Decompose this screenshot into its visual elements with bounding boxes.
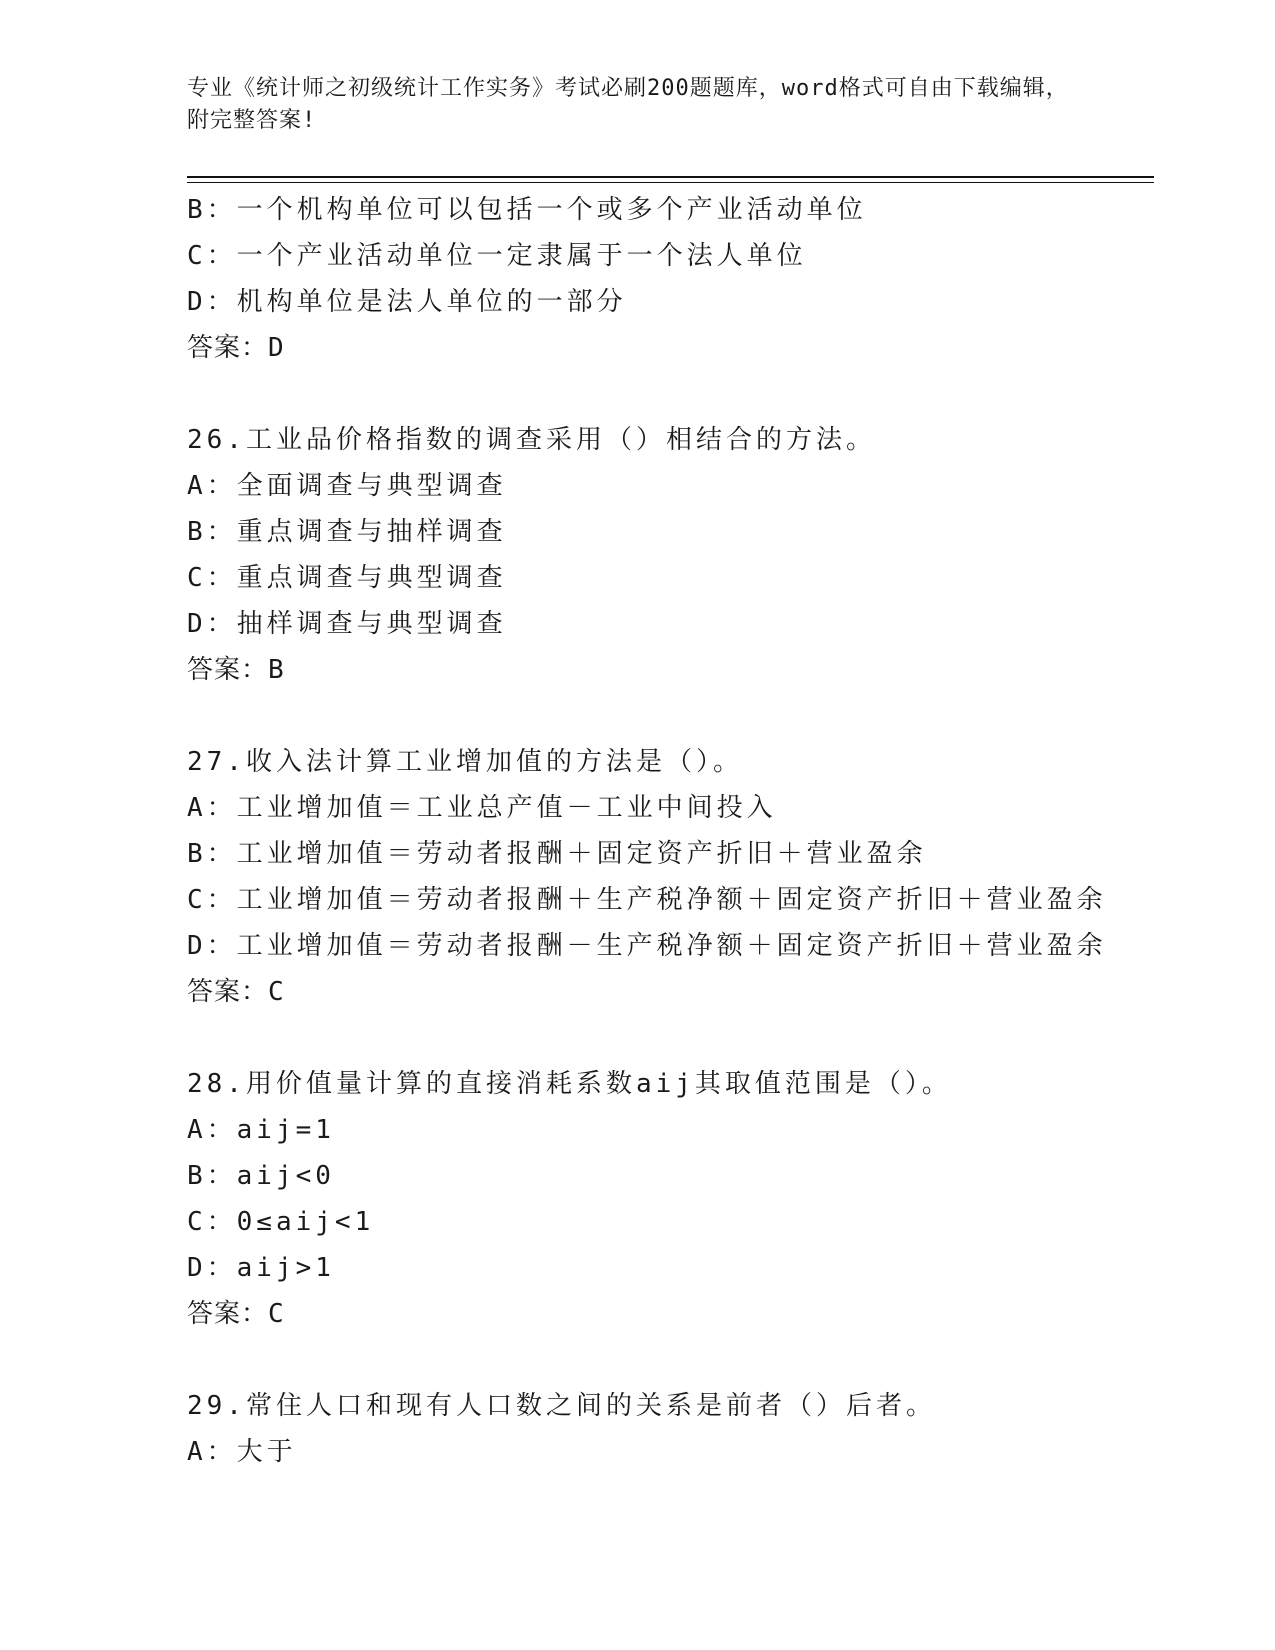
answer-text: 答案：D: [187, 333, 285, 363]
option-d: D：抽样调查与典型调查: [187, 609, 507, 639]
question-stem: 26.工业品价格指数的调查采用（）相结合的方法。: [187, 425, 876, 455]
header-divider-top: [187, 176, 1154, 178]
question-25-continuation: [187, 187, 1147, 371]
option-b: B：工业增加值＝劳动者报酬＋固定资产折旧＋营业盈余: [187, 839, 927, 869]
document-header: 专业《统计师之初级统计工作实务》考试必刷200题题库，word格式可自由下载编辑，附完整答案!: [187, 76, 1069, 133]
option-c: C：一个产业活动单位一定隶属于一个法人单位: [187, 241, 807, 271]
question-28: [187, 1061, 1147, 1337]
question-stem: 29.常住人口和现有人口数之间的关系是前者（）后者。: [187, 1391, 936, 1421]
spacer: [187, 693, 1147, 739]
question-stem: 28.用价值量计算的直接消耗系数aij其取值范围是（）。: [187, 1069, 952, 1099]
option-a: A：工业增加值＝工业总产值－工业中间投入: [187, 793, 777, 823]
option-c: C：工业增加值＝劳动者报酬＋生产税净额＋固定资产折旧＋营业盈余: [187, 885, 1107, 915]
question-list: [187, 187, 1147, 1475]
option-d: D：机构单位是法人单位的一部分: [187, 287, 627, 317]
option-a: A：大于: [187, 1437, 297, 1467]
question-27: [187, 739, 1147, 1015]
question-26: [187, 417, 1147, 693]
option-c: C：重点调查与典型调查: [187, 563, 507, 593]
option-a: A：aij=1: [187, 1115, 335, 1145]
option-b: B：aij<0: [187, 1161, 335, 1191]
header-divider-bottom: [187, 182, 1154, 183]
option-b: B：一个机构单位可以包括一个或多个产业活动单位: [187, 195, 867, 225]
spacer: [187, 1015, 1147, 1061]
option-a: A：全面调查与典型调查: [187, 471, 507, 501]
option-c: C：0≤aij<1: [187, 1207, 375, 1237]
option-d: D：工业增加值＝劳动者报酬－生产税净额＋固定资产折旧＋营业盈余: [187, 931, 1107, 961]
spacer: [187, 1337, 1147, 1383]
answer-text: 答案：B: [187, 655, 285, 685]
question-stem: 27.收入法计算工业增加值的方法是（）。: [187, 747, 743, 777]
option-d: D：aij>1: [187, 1253, 335, 1283]
answer-text: 答案：C: [187, 977, 285, 1007]
option-b: B：重点调查与抽样调查: [187, 517, 507, 547]
spacer: [187, 371, 1147, 417]
question-29: [187, 1383, 1147, 1475]
answer-text: 答案：C: [187, 1299, 285, 1329]
